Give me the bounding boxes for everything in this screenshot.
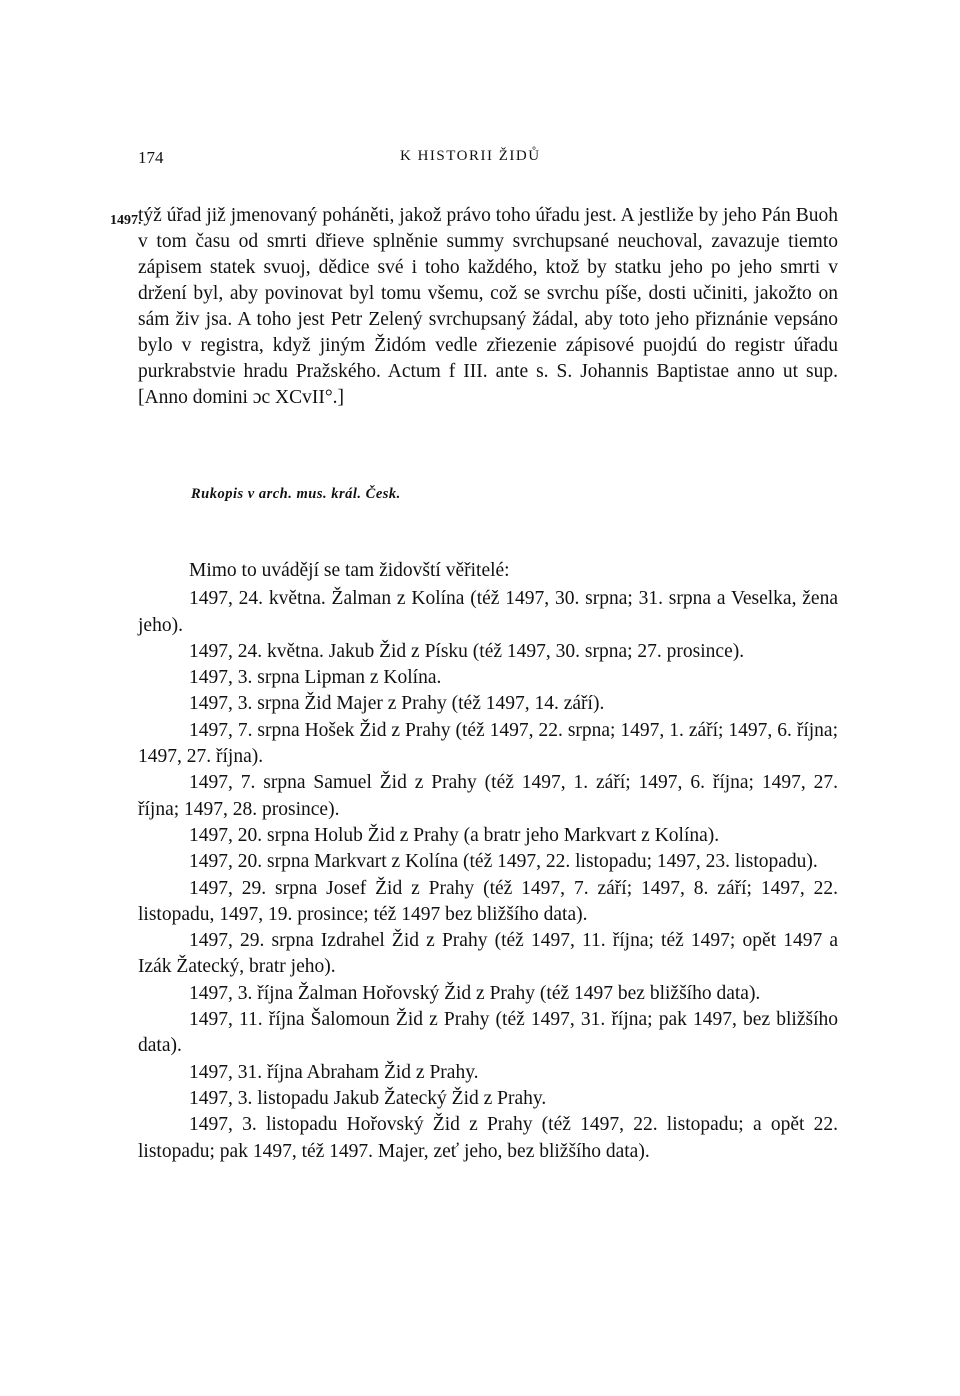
page-header (138, 148, 838, 170)
creditor-list-intro: Mimo to uvádějí se tam židovští věřitelé: (189, 560, 510, 581)
page-number: 174 (138, 148, 164, 167)
creditor-entry: 1497, 7. srpna Hošek Žid z Prahy (též 1497, 22. srpna; 1497, 1. září; 1497, 6. října; 1497, 27. října). (138, 719, 838, 768)
creditor-entry: 1497, 29. srpna Josef Žid z Prahy (též 1497, 7. září; 1497, 8. září; 1497, 22. listopadu, 1497, 19. prosince; též 1497 bez bližšího data). (138, 877, 838, 925)
creditor-list (138, 558, 838, 1165)
charter-text: týž úřad již jmenovaný poháněti, jakož právo toho úřadu jest. A jestliže by jeho Pán Buoh v tom času od smrti dřieve splněnie summy svrchupsané neuchoval, zavazuje tiemto zápisem statek svuoj, dědice své i toho každého, ktož by statku jeho po jeho smrti v držení byl, aby povinovat byl tomu všemu, což se svrchu píše, dosti učiniti, jakožto on sám živ jsa. A toho jest Petr Zelený svrchupsaný žádal, aby toto jeho přiznánie vepsáno bylo v registra, když jiným Židóm vedle zřiezenie zápisové puojdú do registr úřadu purkrabstvie hradu Pražského. Actum f III. ante s. S. Johannis Baptistae anno ut sup. [Anno domini ɔc XCvII°.] (138, 205, 838, 408)
running-title: K HISTORII ŽIDŮ (400, 148, 541, 164)
creditor-entry: 1497, 3. listopadu Jakub Žatecký Žid z Prahy. (189, 1087, 547, 1109)
margin-year: 1497. (110, 213, 142, 228)
creditor-entry: 1497, 3. listopadu Hořovský Žid z Prahy (též 1497, 22. listopadu; a opět 22. listopadu; pak 1497, též 1497. Majer, zeť jeho, bez bližšího data). (138, 1114, 838, 1162)
creditor-entry: 1497, 24. května. Žalman z Kolína (též 1497, 30. srpna; 31. srpna a Veselka, žena jeho). (138, 588, 838, 636)
creditor-entry: 1497, 3. října Žalman Hořovský Žid z Prahy (též 1497 bez bližšího data). (189, 982, 761, 1004)
creditor-entry: 1497, 24. května. Jakub Žid z Písku (též 1497, 30. srpna; 27. prosince). (189, 640, 745, 662)
creditor-entry: 1497, 20. srpna Markvart z Kolína (též 1497, 22. listopadu; 1497, 23. listopadu). (189, 851, 818, 873)
creditor-entry: 1497, 3. srpna Lipman z Kolína. (189, 667, 442, 689)
creditor-entry: 1497, 11. října Šalomoun Žid z Prahy (též 1497, 31. října; pak 1497, bez bližšího data). (138, 1009, 838, 1057)
creditor-entry: 1497, 20. srpna Holub Žid z Prahy (a bratr jeho Markvart z Kolína). (189, 824, 720, 846)
creditor-entry: 1497, 31. října Abraham Žid z Prahy. (189, 1061, 479, 1083)
creditor-entry: 1497, 3. srpna Žid Majer z Prahy (též 1497, 14. září). (189, 693, 605, 715)
source-citation: Rukopis v arch. mus. král. Česk. (191, 486, 401, 502)
creditor-entry: 1497, 7. srpna Samuel Žid z Prahy (též 1497, 1. září; 1497, 6. října; 1497, 27. října; 1497, 28. prosince). (138, 772, 838, 820)
creditor-entry: 1497, 29. srpna Izdrahel Žid z Prahy (též 1497, 11. října; též 1497; opět 1497 a Izák Žatecký, bratr jeho). (138, 930, 838, 978)
